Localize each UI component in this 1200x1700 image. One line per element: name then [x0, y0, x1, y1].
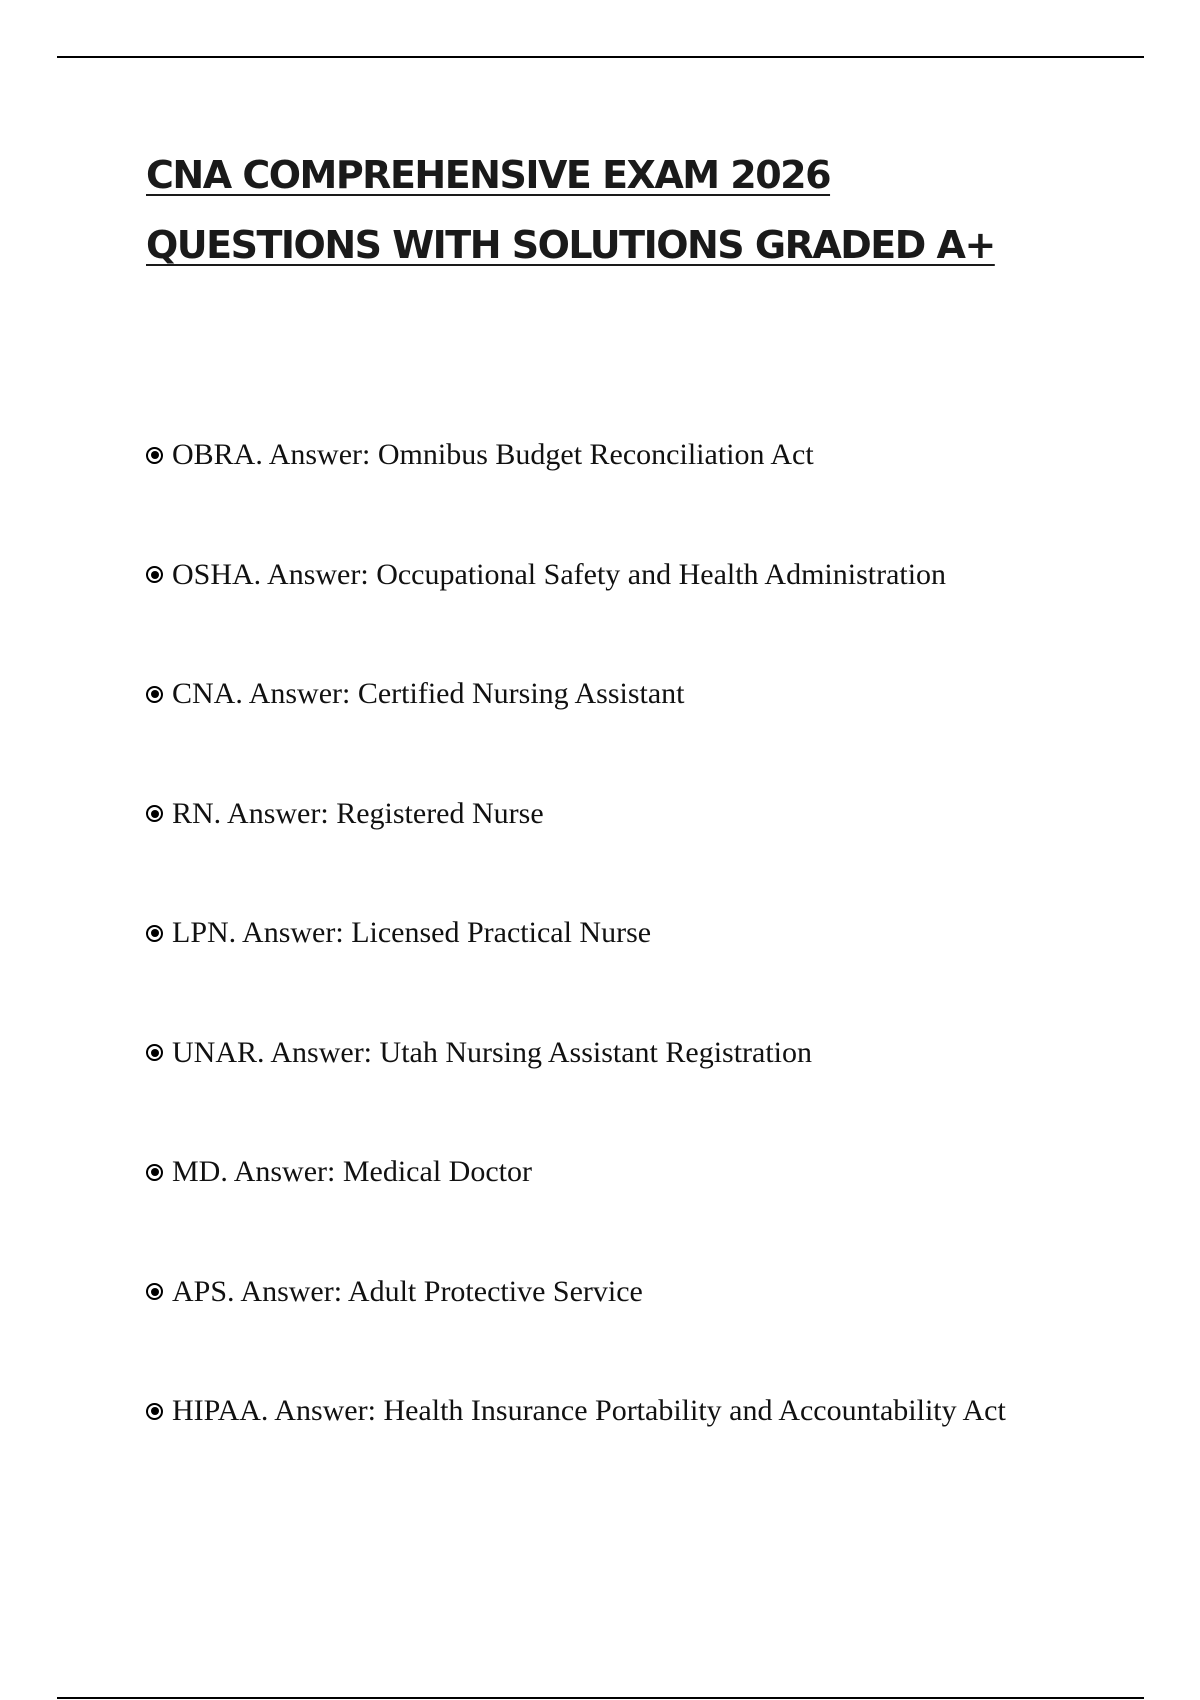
- page-title: [146, 140, 995, 280]
- radio-bullet-icon: [146, 1044, 163, 1061]
- answer-text: Registered Nurse: [336, 796, 544, 830]
- qa-item: [146, 1274, 1006, 1308]
- bottom-rule: [57, 1697, 1144, 1699]
- qa-item: [146, 557, 1006, 591]
- answer-label: Answer:: [248, 677, 351, 710]
- qa-text: [172, 797, 544, 831]
- qa-item: [146, 918, 1006, 948]
- qa-list: [146, 440, 1006, 1516]
- qa-item: [146, 1396, 1006, 1426]
- qa-text: [172, 1394, 1006, 1428]
- answer-label: Answer:: [240, 1274, 343, 1308]
- answer-label: Answer:: [270, 1035, 373, 1069]
- radio-bullet-icon: [146, 1164, 163, 1181]
- answer-label: Answer:: [267, 557, 369, 591]
- answer-text: Licensed Practical Nurse: [351, 916, 652, 949]
- answer-text: Certified Nursing Assistant: [357, 677, 685, 710]
- question-term: MD.: [172, 1155, 228, 1188]
- answer-text: Occupational Safety and Health Administration: [376, 557, 947, 591]
- radio-bullet-icon: [146, 1283, 163, 1300]
- answer-text: Utah Nursing Assistant Registration: [379, 1035, 813, 1069]
- radio-bullet-icon: [146, 447, 163, 464]
- question-term: CNA.: [172, 677, 243, 710]
- question-term: APS.: [172, 1274, 235, 1308]
- qa-item: [146, 1157, 1006, 1187]
- top-rule: [57, 56, 1144, 58]
- radio-bullet-icon: [146, 925, 163, 942]
- answer-label: Answer:: [274, 1394, 376, 1427]
- qa-text: [172, 677, 685, 711]
- answer-text: Omnibus Budget Reconciliation Act: [377, 438, 814, 471]
- answer-text: Adult Protective Service: [347, 1274, 643, 1308]
- question-term: RN.: [172, 796, 222, 830]
- qa-item: [146, 1035, 1006, 1069]
- radio-bullet-icon: [146, 566, 163, 583]
- qa-text: [172, 1275, 643, 1309]
- qa-text: [172, 1036, 812, 1070]
- answer-text: Health Insurance Portability and Accountability Act: [383, 1394, 1006, 1427]
- answer-label: Answer:: [242, 916, 344, 949]
- qa-item: [146, 796, 1006, 830]
- answer-text: Medical Doctor: [342, 1155, 532, 1188]
- question-term: OSHA.: [172, 557, 262, 591]
- qa-item: [146, 440, 1006, 470]
- qa-text: [172, 1155, 532, 1189]
- answer-label: Answer:: [233, 1155, 336, 1188]
- radio-bullet-icon: [146, 686, 163, 703]
- qa-item: [146, 679, 1006, 709]
- question-term: OBRA.: [172, 438, 263, 471]
- question-term: UNAR.: [172, 1035, 265, 1069]
- answer-label: Answer:: [227, 796, 329, 830]
- question-term: HIPAA.: [172, 1394, 269, 1427]
- radio-bullet-icon: [146, 1403, 163, 1420]
- qa-text: [172, 558, 946, 592]
- title-line-1: CNA COMPREHENSIVE EXAM 2026: [146, 153, 831, 197]
- qa-text: [172, 916, 651, 950]
- question-term: LPN.: [172, 916, 237, 949]
- answer-label: Answer:: [268, 438, 371, 471]
- qa-text: [172, 438, 814, 472]
- title-line-2: QUESTIONS WITH SOLUTIONS GRADED A+: [146, 223, 995, 267]
- radio-bullet-icon: [146, 805, 163, 822]
